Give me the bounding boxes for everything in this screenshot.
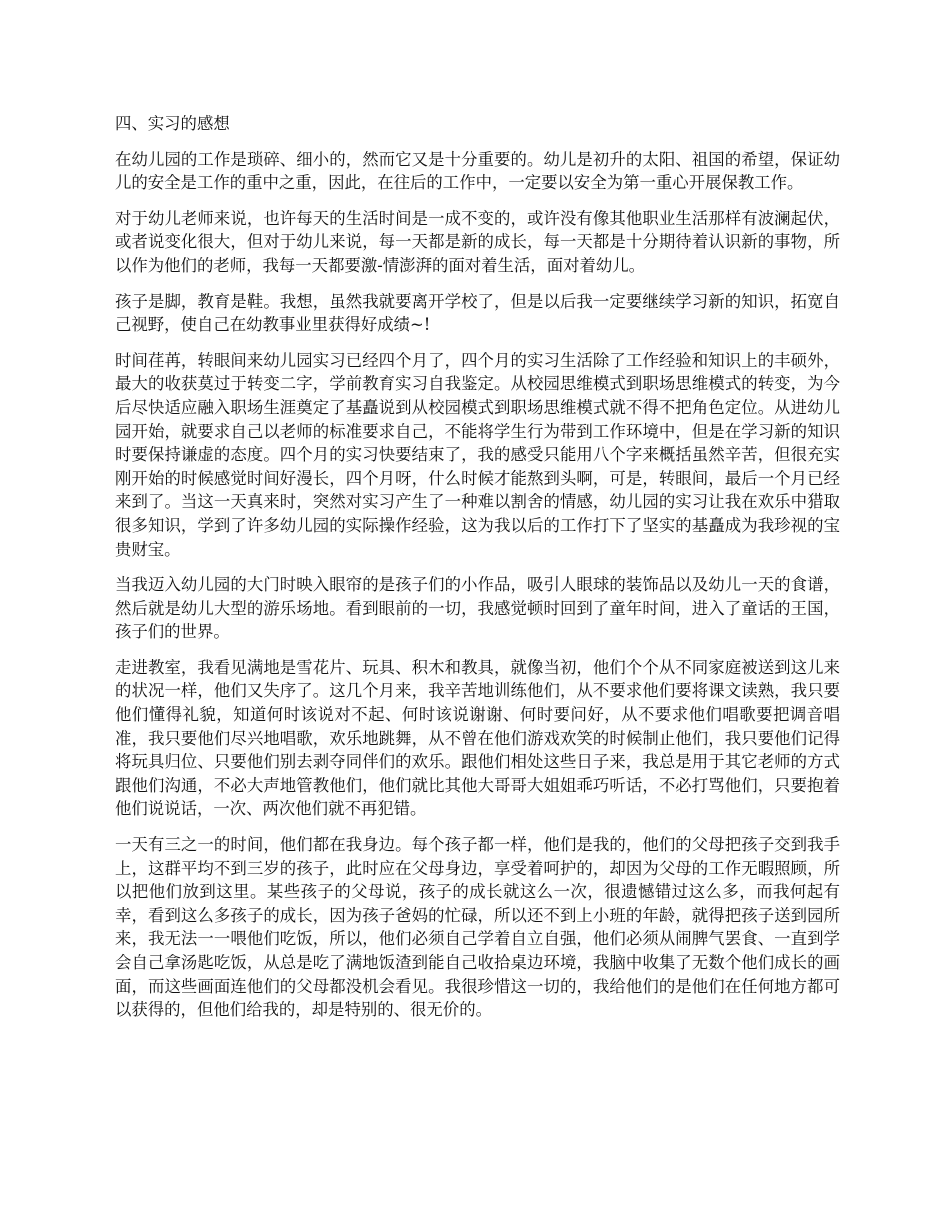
paragraph-1: 在幼儿园的工作是琐碎、细小的，然而它又是十分重要的。幼儿是初升的太阳、祖国的希望，保证幼儿的安全是工作的重中之重，因此，在往后的工作中，一定要以安全为第一重心开展保教工作。 (115, 149, 840, 193)
section-heading: 四、实习的感想 (115, 114, 230, 133)
paragraph-4: 时间荏苒，转眼间来幼儿园实习已经四个月了，四个月的实习生活除了工作经验和知识上的丰硕外，最大的收获莫过于转变二字，学前教育实习自我鉴定。从校园思维模式到职场思维模式的转变，为今后尽快适应融入职场生涯奠定了基矗说到从校园模式到职场思维模式就不得不把角色定位。从进幼儿园开始，就要求自己以老师的标准要求自己，不能将学生行为带到工作环境中，但是在学习新的知识时要保持谦虚的态度。四个月的实习快要结束了，我的感受只能用八个字来概括虽然辛苦，但很充实刚开始的时候感觉时间好漫长，四个月呀，什么时候才能熬到头啊，可是，转眼间，最后一个月已经来到了。当这一天真来时，突然对实习产生了一种难以割舍的情感，幼儿园的实习让我在欢乐中猎取很多知识，学到了许多幼儿园的实际操作经验，这为我以后的工作打下了坚实的基矗成为我珍视的宝贵财宝。 (115, 350, 840, 559)
paragraph-3: 孩子是脚，教育是鞋。我想，虽然我就要离开学校了，但是以后我一定要继续学习新的知识，拓宽自己视野，使自己在幼教事业里获得好成绩~! (115, 291, 840, 335)
paragraph-2: 对于幼儿老师来说，也许每天的生活时间是一成不变的，或许没有像其他职业生活那样有波澜起伏，或者说变化很大，但对于幼儿来说，每一天都是新的成长，每一天都是十分期待着认识新的事物，所以作为他们的老师，我每一天都要激-情澎湃的面对着生活，面对着幼儿。 (115, 208, 840, 275)
paragraph-7: 一天有三之一的时间，他们都在我身边。每个孩子都一样，他们是我的，他们的父母把孩子交到我手上，这群平均不到三岁的孩子，此时应在父母身边，享受着呵护的，却因为父母的工作无暇照顾，所以把他们放到这里。某些孩子的父母说，孩子的成长就这么一次，很遗憾错过这么多，而我何起有幸，看到这么多孩子的成长，因为孩子爸妈的忙碌，所以还不到上小班的年龄，就得把孩子送到园所来，我无法一一喂他们吃饭，所以，他们必须自己学着自立自强，他们必须从闹脾气罢食、一直到学会自己拿汤匙吃饭，从总是吃了满地饭渣到能自己收拾桌边环境，我脑中收集了无数个他们成长的画面，而这些画面连他们的父母都没机会看见。我很珍惜这一切的，我给他们的是他们在任何地方都可以获得的，但他们给我的，却是特别的、很无价的。 (115, 835, 840, 1020)
paragraph-5: 当我迈入幼儿园的大门时映入眼帘的是孩子们的小作品，吸引人眼球的装饰品以及幼儿一天的食谱，然后就是幼儿大型的游乐场地。看到眼前的一切，我感觉顿时回到了童年时间，进入了童话的王国，孩子们的世界。 (115, 575, 840, 642)
document-page (115, 112, 840, 1034)
paragraph-6: 走进教室，我看见满地是雪花片、玩具、积木和教具，就像当初，他们个个从不同家庭被送到这儿来的状况一样，他们又失序了。这几个月来，我辛苦地训练他们，从不要求他们要将课文读熟，我只要他们懂得礼貌，知道何时该说对不起、何时该说谢谢、何时要问好，从不要求他们唱歌要把调音唱准，我只要他们尽兴地唱歌，欢乐地跳舞，从不曾在他们游戏欢笑的时候制止他们，我只要他们记得将玩具归位、只要他们别去剥夺同伴们的欢乐。跟他们相处这些日子来，我总是用于其它老师的方式跟他们沟通，不必大声地管教他们，他们就比其他大哥哥大姐姐乖巧听话，不必打骂他们，只要抱着他们说说话，一次、两次他们就不再犯错。 (115, 657, 840, 819)
